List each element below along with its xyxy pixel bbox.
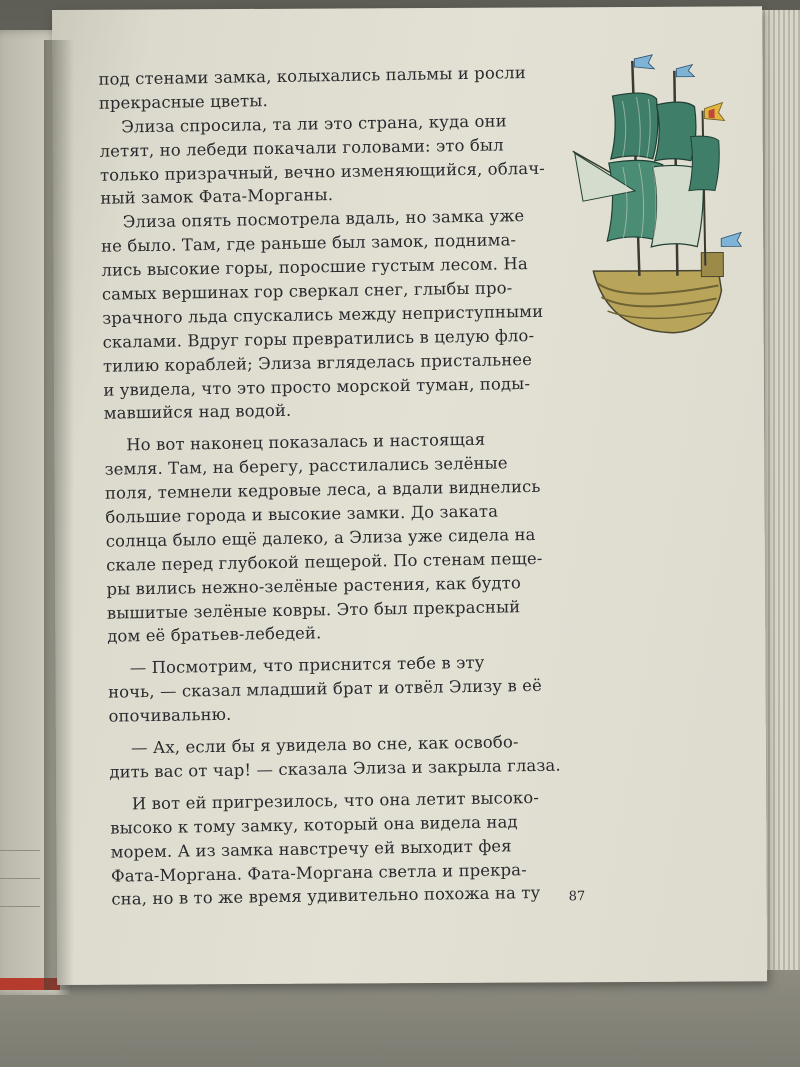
spine-shadow [44,40,74,990]
text-line: прекрасные цветы. [98,90,269,113]
text-line: лись высокие горы, поросшие густым лесом. На [101,254,528,280]
text-line: и увидела, что это просто морской туман, поды- [103,373,531,400]
text-line: дом её братьев-лебедей. [107,623,322,647]
text-line: не было. Там, где раньше был замок, поднима- [100,230,517,256]
text-line: тилию кораблей; Элиза вгляделась пристальнее [102,349,533,376]
text-line: ры вились нежно-зелёные растения, как будто [106,572,522,599]
text-line: Элиза опять посмотрела вдаль, но замка уже [122,206,525,232]
text-line: поля, темнели кедровые леса, а вдали виднелись [104,477,541,503]
text-line: Фата-Моргана. Фата-Моргана светла и прекра- [110,859,527,886]
text-line: скале перед глубокой пещерой. По стенам пеще- [105,548,543,575]
left-page-rule [0,878,40,879]
text-line: самых вершинах гор сверкал снег, глыбы про- [101,278,513,304]
text-line: — Ах, если бы я увидела во сне, как освобо- [130,732,519,758]
text-line: ный замок Фата-Морганы. [100,185,334,209]
page-number: 87 [568,889,586,905]
text-line: солнца было ещё далеко, а Элиза уже сидела на [105,524,536,551]
text-line: земля. Там, на берегу, расстилались зелёные [104,453,508,479]
sailing-ship-icon [552,40,744,341]
text-line: под стенами замка, колыхались пальмы и росли [98,63,526,89]
left-page-rule [0,850,40,851]
text-line: скалами. Вдруг горы превратились в целую фло- [102,325,535,352]
text-line: зрачного льда спускались между неприступными [102,301,544,328]
text-line: морем. А из замка навстречу ей выходит фея [110,835,512,862]
text-line: дить вас от чар! — сказала Элиза и закрыла глаза. [109,755,561,782]
text-line: опочивальню. [108,704,232,726]
text-line: — Посмотрим, что приснится тебе в эту [129,653,485,678]
left-page-rule [0,906,40,907]
text-line: вышитые зелёные ковры. Это был прекрасный [106,596,521,623]
book-page [52,6,767,985]
text-line: летят, но лебеди покачали головами: это был [99,135,504,161]
text-line: большие города и высокие замки. До заката [105,501,499,527]
text-line: И вот ей пригрезилось, что она летит высоко- [131,787,540,814]
text-line: только призрачный, вечно изменяющийся, облач- [99,158,546,185]
text-line: Но вот наконец показалась и настоящая [126,430,486,455]
text-line: высоко к тому замку, который она видела над [110,811,518,838]
text-line: ночь, — сказал младший брат и отвёл Элизу в её [107,676,543,702]
text-line: мавшийся над водой. [103,401,292,424]
text-line: сна, но в то же время удивительно похожа на ту [111,883,541,910]
text-line: Элиза спросила, та ли это страна, куда они [121,111,507,137]
